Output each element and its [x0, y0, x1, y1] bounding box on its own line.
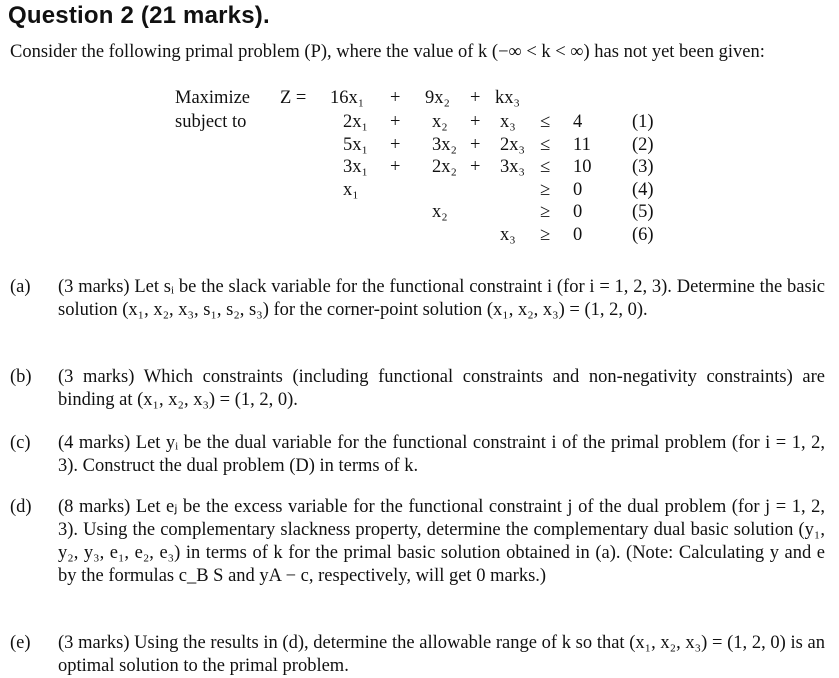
- constraint-tag: (5): [632, 202, 654, 222]
- constraint-cell: 11: [573, 134, 591, 155]
- constraint-cell: 2x₂: [432, 157, 457, 177]
- constraint-cell: ≤: [540, 134, 551, 155]
- part-b: [10, 366, 825, 412]
- part-text: (8 marks) Let eⱼ be the excess variable for the functional constraint j of the dual problem (for j = 1, 2, 3). Using the complementary slackness property, determine the complementary dual basic solution (y₁, y₂, y₃, e₁, e₂, e₃) in terms of k for the primal basic solution obtained in (a). (Note: Calculating y and e by the formulas c_B S and yA − c, respectively, will get 0 marks.): [58, 497, 825, 586]
- part-label: (c): [10, 433, 31, 453]
- constraint-cell: +: [470, 112, 481, 132]
- part-c: [10, 432, 825, 478]
- constraint-cell: x₃: [500, 224, 516, 245]
- maximize-label: Maximize: [175, 88, 251, 108]
- objective-z: Z =: [280, 88, 307, 108]
- question-title: Question 2 (21 marks).: [8, 2, 270, 29]
- constraint-cell: +: [390, 134, 401, 155]
- constraint-cell: 2x₁: [343, 112, 368, 132]
- part-label: (d): [10, 497, 32, 517]
- constraint-cell: +: [390, 112, 401, 132]
- part-label: (e): [10, 633, 31, 653]
- constraint-cell: ≤: [540, 112, 551, 132]
- constraint-cell: x₂: [432, 112, 448, 132]
- constraint-tag: (2): [632, 134, 654, 155]
- objective-term: 9x₂: [425, 88, 450, 108]
- constraint-cell: +: [470, 157, 481, 177]
- constraint-cell: 3x₃: [500, 157, 525, 177]
- objective-op: +: [390, 88, 401, 108]
- part-text: (4 marks) Let yᵢ be the dual variable for the functional constraint i of the primal problem (for i = 1, 2, 3). Construct the dual problem (D) in terms of k.: [58, 433, 825, 476]
- subject-to-label: subject to: [175, 112, 247, 132]
- part-e: [10, 632, 825, 678]
- part-a: [10, 276, 825, 322]
- constraint-cell: +: [390, 157, 401, 177]
- part-d: [10, 496, 825, 588]
- part-label: (a): [10, 277, 31, 297]
- constraint-cell: +: [470, 134, 481, 155]
- objective-term: 16x₁: [330, 88, 365, 108]
- constraint-cell: x₃: [500, 112, 516, 132]
- part-text: (3 marks) Which constraints (including functional constraints and non-negativity constraints) are binding at (x₁, x₂, x₃) = (1, 2, 0).: [58, 367, 825, 410]
- constraint-cell: 3x₁: [343, 157, 368, 177]
- constraint-cell: 3x₂: [432, 134, 457, 155]
- part-label: (b): [10, 367, 32, 387]
- objective-term: kx₃: [495, 88, 520, 108]
- constraint-cell: 4: [573, 112, 583, 132]
- linear-program: [0, 84, 839, 264]
- constraint-cell: ≥: [540, 202, 551, 222]
- constraint-cell: 2x₃: [500, 134, 525, 155]
- constraint-cell: x₁: [343, 179, 359, 200]
- intro-paragraph: Consider the following primal problem (P), where the value of k (−∞ < k < ∞) has not yet been given:: [10, 42, 765, 62]
- objective-op: +: [470, 88, 481, 108]
- constraint-tag: (4): [632, 179, 654, 200]
- constraint-cell: ≥: [540, 179, 551, 200]
- constraint-cell: 10: [573, 157, 592, 177]
- constraint-cell: ≥: [540, 224, 551, 245]
- constraint-tag: (6): [632, 224, 654, 245]
- constraint-tag: (1): [632, 112, 654, 132]
- constraint-cell: 0: [573, 224, 583, 245]
- constraint-cell: 0: [573, 202, 583, 222]
- constraint-tag: (3): [632, 157, 654, 177]
- constraint-cell: 0: [573, 179, 583, 200]
- constraint-cell: 5x₁: [343, 134, 368, 155]
- part-text: (3 marks) Let sᵢ be the slack variable for the functional constraint i (for i = 1, 2, 3). Determine the basic solution (x₁, x₂, x₃, s₁, s₂, s₃) for the corner-point solution (x₁, x₂, x₃) = (1, 2, 0).: [58, 277, 825, 320]
- constraint-cell: ≤: [540, 157, 551, 177]
- constraint-cell: x₂: [432, 202, 448, 222]
- part-text: (3 marks) Using the results in (d), determine the allowable range of k so that (x₁, x₂, x₃) = (1, 2, 0) is an optimal solution to the primal problem.: [58, 633, 825, 676]
